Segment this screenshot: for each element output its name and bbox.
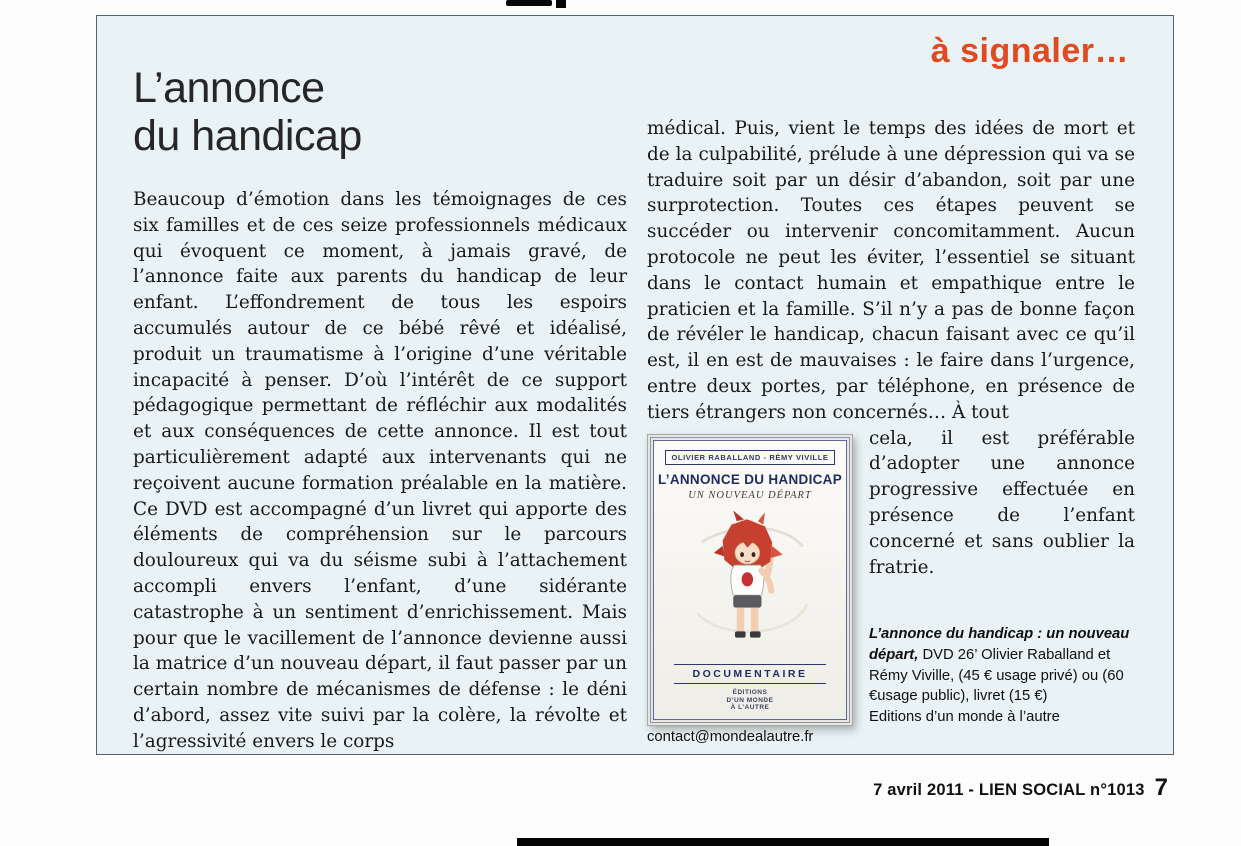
article-title-line1: L’annonce	[133, 64, 325, 112]
dvd-publisher-logo	[727, 689, 774, 712]
dvd-title: L’ANNONCE DU HANDICAP	[657, 471, 843, 487]
caption-contact: contact@mondealautre.fr	[647, 729, 814, 746]
dvd-authors: OLIVIER RABALLAND - RÉMY VIVILLE	[665, 450, 836, 465]
right-column-paragraph: médical. Puis, vient le temps des idées de mort et de la culpabilité, prélude à une dépression qui va se traduire soit par un désir d’abandon, soit par une surprotection. Toutes ces étapes peuvent se succéder ou intervenir concomitamment. Aucun protocole ne peut les éviter, l’essentiel se situant dans le contact humain et empathique entre le praticien et la famille. S’il n’y a pas de bonne façon de révéler le handicap, chacun faisant avec ce qu’il est, il en est de mauvaises : le faire dans l’urgence, entre deux portes, par téléphone, en présence de tiers étrangers non concernés… À tout	[647, 118, 1135, 423]
manga-girl-illustration	[680, 507, 820, 657]
footer-page-number: 7	[1154, 774, 1168, 801]
section-label: à signaler…	[930, 32, 1129, 70]
caption-details: DVD 26’ Olivier Raballand et Rémy Viville, (45 € usage privé) ou (60 €usage public), livret (15 €)	[869, 646, 1124, 705]
footer-issue: 7 avril 2011 - LIEN SOCIAL n°1013	[873, 781, 1145, 799]
wrap-zone	[647, 426, 1135, 748]
scan-artifact-top	[506, 0, 552, 6]
page-footer	[96, 774, 1168, 802]
caption-publisher: Editions d’un monde à l’autre	[869, 708, 1060, 725]
scan-artifact-bottom	[517, 838, 1049, 846]
dvd-genre: DOCUMENTAIRE	[674, 664, 825, 684]
article-panel	[96, 15, 1174, 755]
dvd-illustration-area	[660, 501, 840, 665]
dvd-cover-frame	[653, 440, 847, 720]
dvd-publisher-line1: ÉDITIONS	[732, 689, 768, 697]
dvd-publisher-line2: D’UN MONDE	[726, 696, 774, 704]
wrapped-paragraph: cela, il est préférable d’adopter une annonce progressive effectuée en présence de l’enfant concerné et sans oublier la fratrie.	[869, 427, 1135, 578]
article-title-line2: du handicap	[133, 112, 362, 160]
left-column-paragraph: Beaucoup d’émotion dans les témoignages de ces six familles et de ces seize professionnels médicaux qui évoquent ce moment, à jamais gravé, de l’annonce faite aux parents du handicap de leur enfant. L’effondrement de tous les espoirs accumulés autour de ce bébé rêvé et idéalisé, produit un traumatisme à l’origine d’une véritable incapacité à penser. D’où l’intérêt de ce support pédagogique permettant de réfléchir aux modalités et aux conséquences de cette annonce. Il est tout particulièrement adapté aux intervenants qui ne reçoivent aucune formation préalable en la matière. Ce DVD est accompagné d’un livret qui apporte des éléments de compréhension sur le parcours douloureux qui va du séisme subi à l’attachement accompli envers l’enfant, d’une sidérante catastrophe à un sentiment d’enrichissement. Mais pour que le vacillement de l’annonce devienne aussi la matrice d’un nouveau départ, il faut passer par un certain nombre de mécanismes de défense : le déni d’abord, assez vite suivi par la colère, la révolte et l’agressivité envers le corps	[133, 189, 627, 752]
article-title	[133, 64, 627, 160]
dvd-cover	[647, 434, 853, 726]
dvd-subtitle: UN NOUVEAU DÉPART	[688, 489, 812, 501]
left-column	[133, 64, 627, 755]
right-column	[647, 116, 1135, 748]
scan-artifact-top-2	[556, 0, 566, 8]
dvd-publisher-line3: À L’AUTRE	[730, 704, 770, 712]
caption-title: L’annonce du handicap : un nouveau départ,	[869, 626, 1130, 663]
